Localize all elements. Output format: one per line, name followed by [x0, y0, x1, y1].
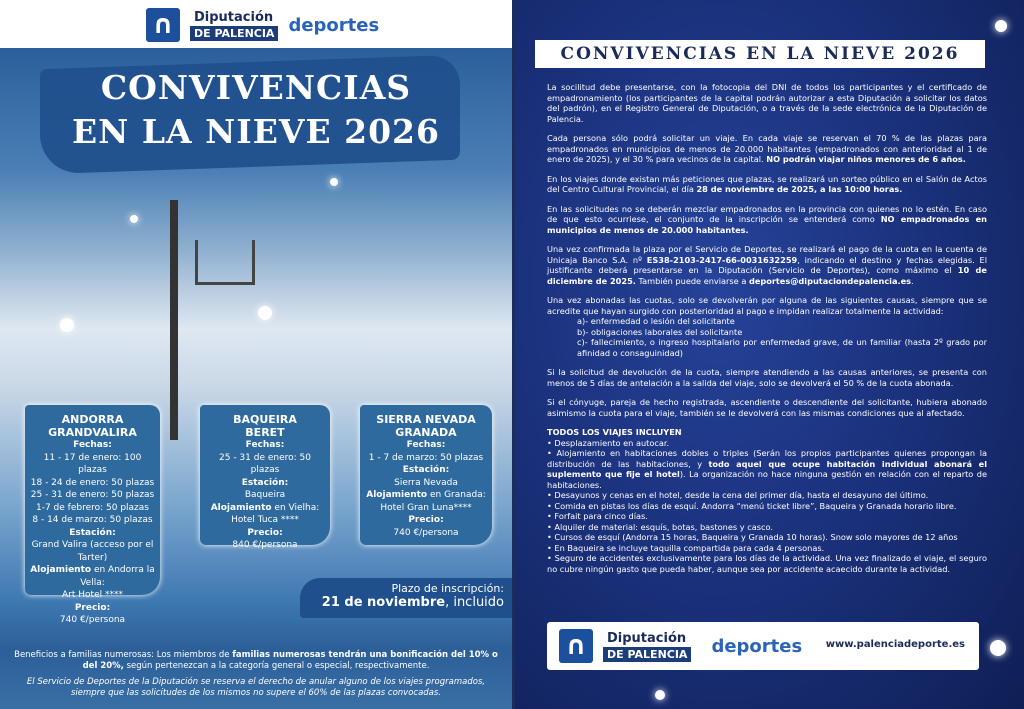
refund-intro: Una vez abonadas las cuotas, solo se devolverán por alguna de las siguientes causas, siempre que se acredite que hayan surgido con posterioridad al pago e impidan realizar totalmente la actividad: [547, 295, 987, 316]
destination-name: ANDORRA [61, 413, 124, 426]
destination-name: SIERRA NEVADA [376, 413, 476, 426]
station: Baqueira [244, 490, 286, 500]
logo-name-bottom: DE PALENCIA [190, 26, 278, 41]
logo-mark-icon: ∩ [559, 629, 593, 663]
diputacion-logo [146, 8, 379, 42]
destination-sierra-nevada [360, 405, 492, 545]
lodging-place: en Granada: [427, 490, 486, 500]
include-item: • Alojamiento en habitaciones dobles o triples (Serán los propios participantes quienes propongan la distribución de las habitaciones, y todo aquel que ocupe habitación individual abonará el suplemento que fije el hotel). La organización no hace ninguna gestión en relación con el reparto de habitaciones. [547, 448, 988, 490]
paragraph: Si la solicitud de devolución de la cuota, siempre atendiendo a las causas anteriores, se presenta con menos de 5 días de antelación a la salida del viaje, solo se devolverá el 50 % de la cuota abonada. [547, 367, 987, 388]
lodging-label: Alojamiento [30, 565, 92, 575]
refund-cause: c)- fallecimiento, o ingreso hospitalario por enfermedad grave, de un familiar (hasta 2º grado por afinidad o consaguinidad) [577, 337, 987, 358]
logo-name-top: Diputación [194, 10, 274, 25]
refund-cause: a)- enfermedad o lesión del solicitante [577, 316, 735, 326]
price-label: Precio: [247, 527, 283, 538]
dates-label: Fechas: [406, 440, 446, 450]
station-label: Estación: [402, 465, 450, 475]
destination-subname: BERET [245, 426, 285, 439]
date-range: 18 - 24 de enero: 50 plazas [30, 477, 155, 488]
price-label: Precio: [408, 515, 444, 525]
date-range: 1 - 7 de marzo: 50 plazas [368, 452, 484, 463]
front-footer [0, 650, 512, 704]
destination-subname: GRANADA [395, 426, 457, 439]
hotel: Hotel Tuca **** [231, 515, 299, 525]
lodging-place: en Vielha: [271, 502, 320, 513]
include-item: • Alquiler de material: esquís, botas, bastones y casco. [547, 521, 773, 532]
lodging-label: Alojamiento [210, 502, 272, 513]
station-label: Estación: [69, 527, 116, 538]
lodging-place: en Andorra la Vella: [80, 565, 155, 588]
registration-deadline [300, 578, 512, 618]
dates-label: Fechas: [245, 440, 285, 450]
include-item: • Seguro de accidentes exclusivamente para los días de la actividad. Una vez finalizado el viaje, el seguro no cubre ningún gasto que pueda haber, aunque sea por accidente acaecido durante la actividad. [547, 553, 987, 574]
logo-brand: deportes [288, 14, 380, 36]
paragraph: Una vez confirmada la plaza por el Servicio de Deportes, se realizará el pago de la cuota en la cuenta de Unicaja Banco S.A. nº ES38-2103-2417-66-0031632259, indicando el destino y fechas elegidas. El justificante deberá presentarse en la Diputación (Servicio de Deportes), como máximo el 10 de diciembre de 2025. También puede enviarse a deportes@diputaciondepalencia.es. [547, 244, 987, 286]
footer-benefits: Beneficios a familias numerosas: Los miembros de familias numerosas tendrán una bonificación del 10% o del 20%, según pertenezcan a la categoría general o especial, respectivamente. [14, 650, 498, 671]
title-line2: EN LA NIEVE 2026 [72, 112, 440, 151]
include-item: • Desplazamiento en autocar. [547, 437, 670, 448]
ski-lift-chair [195, 240, 255, 285]
flyer-back [515, 0, 1024, 709]
price: 840 €/persona [232, 540, 298, 550]
footer-disclaimer: El Servicio de Deportes de la Diputación se reserva el derecho de anular alguno de los viajes programados, siempre que las solicitudes de los mismos no supere el 60% de las plazas convocadas. [26, 677, 486, 698]
logo-brand: deportes [711, 635, 803, 657]
deadline-date: 21 de noviembre [321, 595, 446, 610]
dates-label: Fechas: [73, 440, 112, 450]
logo-name-bottom: DE PALENCIA [603, 647, 691, 662]
refund-section [547, 295, 987, 358]
website-link[interactable]: www.palenciadeporte.es [825, 639, 965, 650]
deadline-label: Plazo de inscripción: [391, 582, 504, 595]
include-item: • Desayunos y cenas en el hotel, desde la cena del primer día, hasta el desayuno del último. [547, 490, 929, 500]
deadline-suffix: , incluido [445, 595, 504, 610]
include-item: • Comida en pistas los días de esquí. Andorra “menú ticket libre”, Baqueira y Granada horario libre. [547, 500, 957, 511]
title-line1: CONVIVENCIAS [100, 68, 412, 107]
date-range: 11 - 17 de enero: 100 plazas [43, 452, 142, 475]
diputacion-logo [559, 629, 802, 663]
ski-lift-pole [170, 200, 178, 440]
include-item: • En Baqueira se incluye taquilla compartida para cada 4 personas. [547, 542, 825, 553]
price: 740 €/persona [59, 615, 126, 625]
destination-subname: GRANDVALIRA [48, 426, 137, 439]
back-title: CONVIVENCIAS EN LA NIEVE 2026 [535, 40, 985, 68]
logo-name-top: Diputación [607, 631, 687, 646]
back-logo-bar [547, 622, 979, 670]
includes-title: TODOS LOS VIAJES INCLUYEN [547, 427, 682, 437]
destination-name: BAQUEIRA [233, 413, 297, 426]
back-body [547, 82, 987, 574]
paragraph: En los viajes donde existan más peticiones que plazas, se realizará un sorteo público en el Salón de Actos del Centro Cultural Provincial, el día 28 de noviembre de 2025, a las 10:00 horas. [547, 173, 987, 194]
paragraph: La socilitud debe presentarse, con la fotocopia del DNI de todos los participantes y el certificado de empadronamiento (los participantes de la capital podrán autorizar a esta Diputación a solicitar los datos del padrón), en el Registro General de Diputación, o a través de la sede electrónica de la Diputación de Palencia. [547, 82, 987, 124]
station-label: Estación: [241, 477, 289, 488]
price-label: Precio: [74, 602, 111, 613]
paragraph: Si el cónyuge, pareja de hecho registrada, ascendiente o descendiente del solicitante, hubiera abonado asimismo la cuota para el viaje, también se le devolverá con las mismas condiciones que al afectado. [547, 397, 987, 418]
destination-andorra [25, 405, 160, 625]
price: 740 €/persona [393, 527, 459, 538]
date-range: 25 - 31 de enero: 50 plazas [219, 452, 311, 475]
destination-baqueira [200, 405, 330, 550]
refund-cause: b)- obligaciones laborales del solicitante [577, 326, 743, 337]
hotel: Hotel Gran Luna**** [380, 502, 472, 513]
include-item: • Forfait para cinco días. [547, 511, 648, 521]
station: Grand Valira (acceso por el Tarter) [31, 540, 154, 563]
station: Sierra Nevada [394, 477, 458, 488]
date-range: 8 - 14 de marzo: 50 plazas [32, 515, 153, 525]
logo-mark-icon: ∩ [146, 8, 180, 42]
paragraph: En las solicitudes no se deberán mezclar empadronados en la provincia con quienes no lo estén. En caso de que esto ocurriese, el conjunto de la inscripción se entenderá como NO empadronados en municipios de menos de 20.000 habitantes. [547, 203, 987, 235]
date-range: 25 - 31 de enero: 50 plazas [30, 490, 155, 500]
include-item: • Cursos de esquí (Andorra 15 horas, Baqueira y Granada 10 horas). Snow solo mayores de 12 años [547, 532, 958, 542]
paragraph: Cada persona sólo podrá solicitar un viaje. En cada viaje se reservan el 70 % de las plazas para empadronados en municipios de menos de 20.000 habitantes (empadronados con anterioridad al 1 de enero de 2025), y el 30 % para vecinos de la capital. NO podrán viajar niños menores de 6 años. [547, 133, 987, 164]
lodging-label: Alojamiento [366, 490, 428, 500]
date-range: 1-7 de febrero: 50 plazas [35, 502, 149, 513]
hotel: Art Hotel **** [62, 590, 123, 600]
